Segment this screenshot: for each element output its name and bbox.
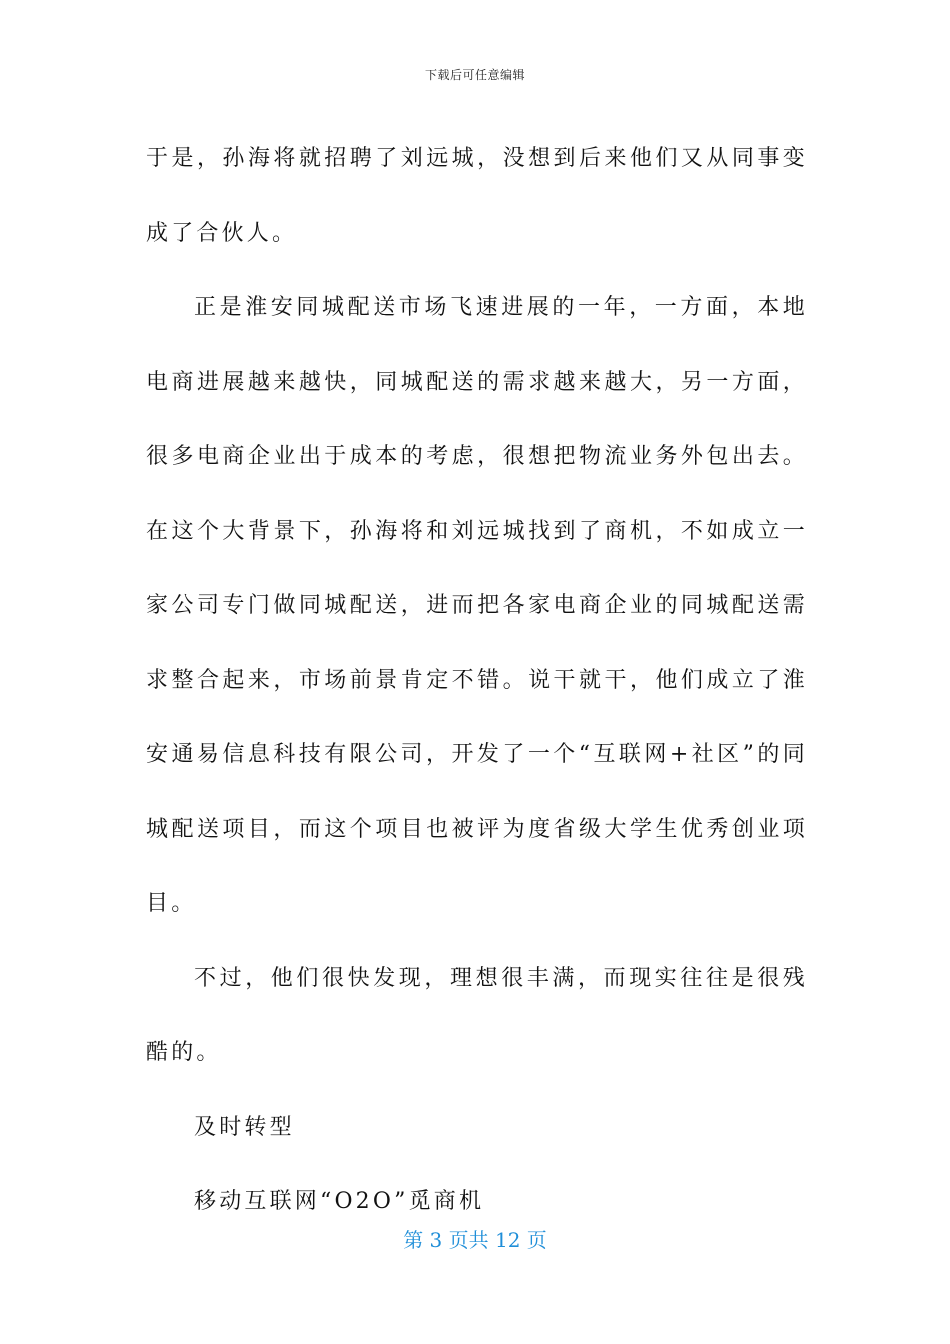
paragraph-1: 于是，孙海将就招聘了刘远城，没想到后来他们又从同事变成了合伙人。 (146, 146, 808, 246)
paragraph-2: 正是淮安同城配送市场飞速进展的一年，一方面，本地电商进展越来越快，同城配送的需求越来越大，另一方面，很多电商企业出于成本的考虑，很想把物流业务外包出去。在这个大背景下，孙海将和刘远城找到了商机，不如成立一家公司专门做同城配送，进而把各家电商企业的同城配送需求整合起来，市场前景肯定不错。说干就干，他们成立了淮安通易信息科技有限公司，开发了一个“互联网+社区”的同城配送项目，而这个项目也被评为度省级大学生优秀创业项目。 (146, 295, 808, 916)
page-header: 下载后可任意编辑 (424, 68, 525, 82)
section-heading-transition: 及时转型 (194, 1114, 295, 1140)
section-subheading-o2o: 移动互联网“O2O”觅商机 (194, 1189, 485, 1214)
document-body (146, 122, 808, 1240)
page-footer: 第 3 页共 12 页 (403, 1228, 547, 1252)
paragraph-3: 不过，他们很快发现，理想很丰满，而现实往往是很残酷的。 (146, 965, 808, 1065)
